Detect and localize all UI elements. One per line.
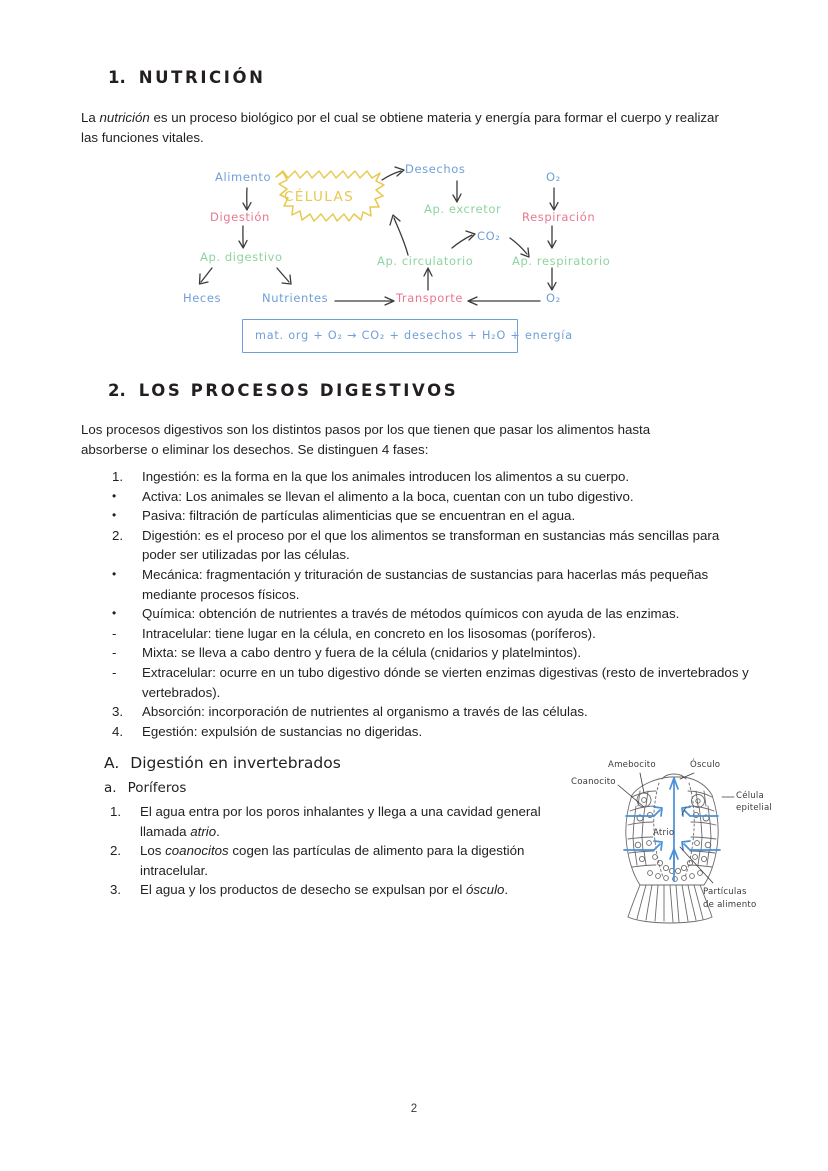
- section-A-title: Digestión en invertebrados: [130, 754, 341, 772]
- nutrition-flow-diagram: [180, 160, 660, 360]
- diagram-node-respiracion: Respiración: [522, 210, 596, 224]
- list-item-text: [140, 880, 580, 900]
- section-1-number: 1.: [108, 68, 126, 87]
- list-item: [112, 624, 752, 644]
- section-2-number: 2.: [108, 381, 126, 400]
- list-item: [110, 880, 580, 900]
- list-item-marker: -: [112, 645, 117, 661]
- diagram-node-o2-bottom: O₂: [546, 291, 561, 305]
- list-item-text-post: .: [504, 882, 509, 898]
- list-item-text: Absorción: incorporación de nutrientes al organismo a través de las células.: [142, 704, 588, 720]
- diagram-node-ap-circulatorio: Ap. circulatorio: [377, 254, 474, 268]
- sponge-label-coanocito: Coanocito: [571, 777, 616, 787]
- list-item-text: Egestión: expulsión de sustancias no digeridas.: [142, 723, 423, 739]
- diagram-node-ap-respiratorio: Ap. respiratorio: [512, 254, 611, 268]
- list-item: [112, 643, 752, 663]
- sponge-label-particulas-line1: Partículas: [703, 887, 747, 897]
- list-item-text: Pasiva: filtración de partículas alimenticias que se encuentran en el agua.: [142, 508, 576, 524]
- list-item-emphasis: coanocitos: [165, 843, 229, 859]
- list-item: [112, 702, 752, 722]
- list-item-marker: •: [112, 488, 117, 503]
- section-A-sub-number: a.: [104, 780, 117, 796]
- list-item-marker: 2.: [112, 527, 124, 543]
- paragraph-text-post: es un proceso biológico por el cual se obtiene materia y energía para formar el cuerpo y realizar las funciones vitales.: [81, 110, 719, 145]
- list-item-emphasis: ósculo: [465, 882, 505, 898]
- list-item-marker: •: [112, 606, 117, 621]
- sponge-label-osculo: Ósculo: [690, 760, 721, 770]
- section-A-sub-title: Poríferos: [127, 780, 187, 796]
- list-item-text: Extracelular: ocurre en un tubo digestivo dónde se vierten enzimas digestivas (resto de invertebrados y vertebrados).: [142, 664, 749, 700]
- list-item-text-pre: Los: [140, 843, 166, 859]
- list-item-text: Ingestión: es la forma en la que los animales introducen los alimentos a su cuerpo.: [142, 469, 630, 484]
- section-1-heading: [108, 68, 266, 87]
- section-1-paragraph: [81, 108, 733, 147]
- list-item-marker: 4.: [112, 723, 124, 739]
- list-item-marker: -: [112, 625, 117, 641]
- sponge-label-atrio: Atrio: [653, 828, 675, 838]
- poriferos-list: [110, 802, 580, 900]
- list-item-text: Mecánica: fragmentación y trituración de sustancias de sustancias para hacerlas más pequeñas mediante procesos físicos.: [142, 566, 709, 602]
- list-item-text: Intracelular: tiene lugar en la célula, en concreto en los lisosomas (poríferos).: [142, 625, 596, 641]
- sponge-label-celula-epitelial-line1: Célula: [736, 791, 764, 801]
- section-2-heading: [108, 381, 458, 400]
- sponge-label-amebocito: Amebocito: [608, 760, 656, 770]
- list-item: [110, 802, 580, 841]
- diagram-node-o2-top: O₂: [546, 170, 561, 184]
- list-item-text-pre: El agua entra por los poros inhalantes y llega a una cavidad general llamada: [140, 804, 541, 839]
- list-item-marker: 1.: [112, 469, 124, 484]
- list-item: [112, 722, 752, 742]
- section-A-subheading: [104, 780, 186, 796]
- sponge-anatomy-diagram: [570, 755, 780, 930]
- list-item-text-pre: El agua y los productos de desecho se expulsan por el: [140, 882, 466, 898]
- list-item: [112, 487, 752, 507]
- nutrition-equation-text: mat. org + O₂ → CO₂ + desechos + H₂O + energía: [255, 329, 573, 342]
- list-item: [112, 663, 752, 702]
- list-item-marker: 3.: [112, 704, 124, 720]
- list-item-text: Mixta: se lleva a cabo dentro y fuera de la célula (cnidarios y platelmintos).: [142, 645, 582, 661]
- list-item-marker: •: [112, 566, 117, 581]
- list-item: [112, 467, 752, 487]
- list-item-marker: •: [112, 508, 117, 523]
- list-item-text: Activa: Los animales se llevan el alimento a la boca, cuentan con un tubo digestivo.: [142, 488, 634, 504]
- list-item: [112, 565, 752, 604]
- section-2-title: LOS PROCESOS DIGESTIVOS: [138, 381, 459, 400]
- list-item-marker: 1.: [110, 804, 122, 819]
- diagram-node-digestion: Digestión: [210, 210, 270, 224]
- diagram-node-co2: CO₂: [477, 229, 501, 243]
- list-item-text-post: cogen las partículas de alimento para la digestión intracelular.: [140, 843, 525, 878]
- diagram-node-ap-digestivo: Ap. digestivo: [200, 250, 283, 264]
- section-1-title: NUTRICIÓN: [138, 68, 266, 87]
- paragraph-emphasis: nutrición: [99, 110, 150, 125]
- list-item-marker: -: [112, 664, 117, 680]
- sponge-label-celula-epitelial-line2: epitelial: [736, 803, 773, 813]
- list-item-text: [140, 802, 580, 841]
- list-item: [110, 841, 580, 880]
- list-item: [112, 604, 752, 624]
- diagram-node-desechos: Desechos: [405, 162, 466, 176]
- list-item-emphasis: atrio: [190, 823, 217, 839]
- section-A-number: A.: [104, 754, 120, 772]
- page-number: 2: [410, 1103, 418, 1115]
- diagram-node-celulas: CÉLULAS: [284, 189, 355, 205]
- digestive-process-list: [112, 467, 752, 741]
- list-item-text: [140, 841, 580, 880]
- list-item-text-post: .: [216, 823, 220, 839]
- list-item: [112, 526, 752, 565]
- diagram-node-ap-excretor: Ap. excretor: [424, 202, 502, 216]
- diagram-node-nutrientes: Nutrientes: [262, 291, 329, 305]
- sponge-label-particulas-line2: de alimento: [703, 900, 757, 910]
- list-item-marker: 2.: [110, 843, 122, 859]
- list-item-text: Digestión: es el proceso por el que los alimentos se transforman en sustancias más sencillas para poder ser utilizadas por las células.: [142, 527, 720, 563]
- diagram-node-alimento: Alimento: [215, 170, 272, 184]
- list-item-text: Química: obtención de nutrientes a través de métodos químicos con ayuda de las enzimas.: [142, 606, 680, 622]
- section-A-heading: [104, 754, 341, 772]
- diagram-node-transporte: Transporte: [396, 291, 464, 305]
- paragraph-text-pre: La: [81, 110, 100, 125]
- section-2-paragraph: Los procesos digestivos son los distintos pasos por los que tienen que pasar los alimentos hasta absorberse o eliminar los desechos. Se distinguen 4 fases:: [81, 422, 651, 457]
- list-item-marker: 3.: [110, 882, 122, 898]
- list-item: [112, 506, 752, 526]
- diagram-node-heces: Heces: [183, 291, 222, 305]
- nutrition-equation-box: [242, 319, 573, 353]
